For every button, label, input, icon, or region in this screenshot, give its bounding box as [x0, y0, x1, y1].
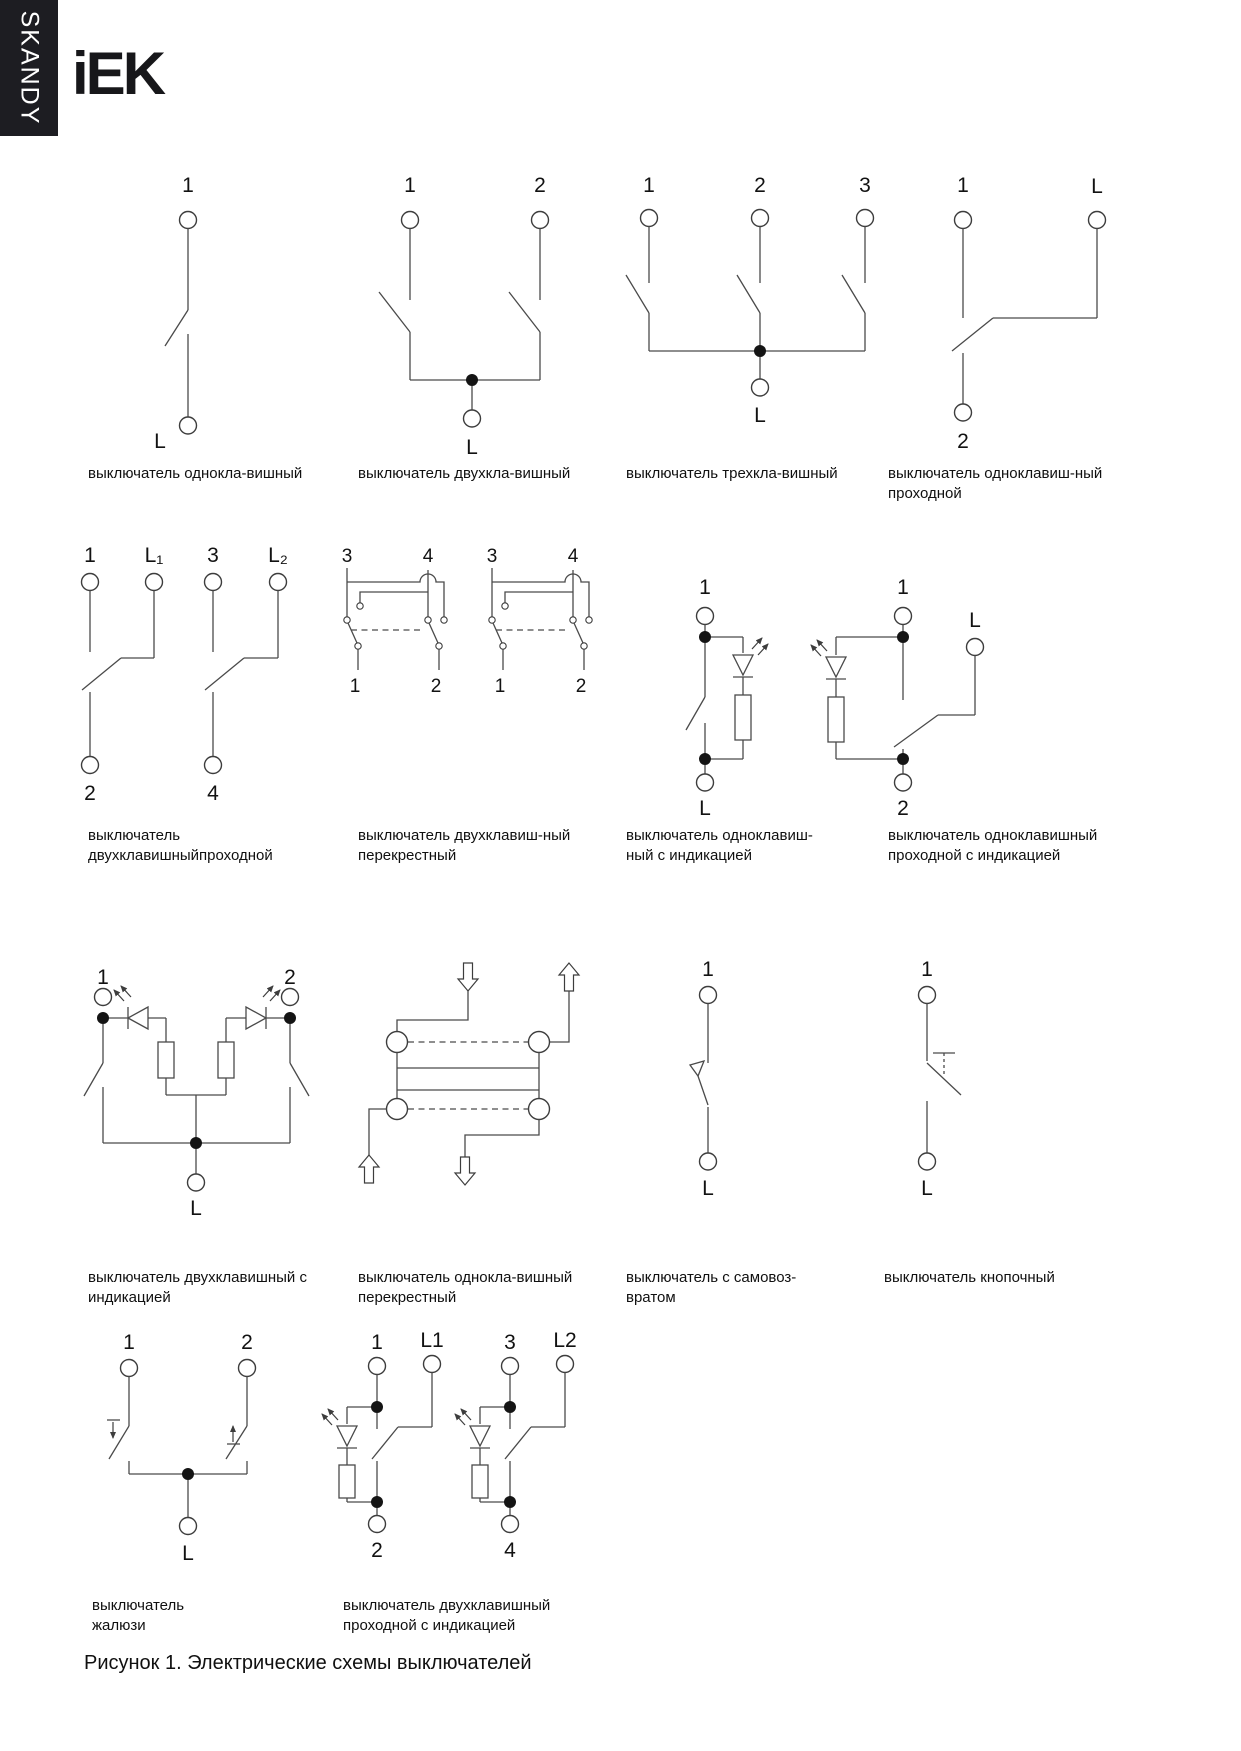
terminal-label: 3 — [207, 544, 219, 567]
terminal-label: L — [182, 1542, 194, 1565]
resistor — [828, 697, 844, 742]
intermediate-unit-1 — [342, 546, 447, 697]
switch-contact — [82, 658, 121, 690]
terminal-label: 2 — [241, 1331, 253, 1354]
schematic-single-gang-switch-indicator — [655, 575, 785, 820]
contact-node — [529, 1099, 550, 1120]
terminal-label: 4 — [422, 546, 434, 567]
junction-dot — [97, 1012, 109, 1024]
terminal-label: 1 — [643, 174, 655, 197]
junction-dot — [754, 345, 766, 357]
switch-contact — [372, 1427, 398, 1459]
resistor — [472, 1465, 488, 1498]
junction-dot — [699, 631, 711, 643]
led-icon — [109, 986, 148, 1029]
caption-d11: выключатель с самовоз- вратом — [626, 1269, 797, 1306]
junction-dot — [190, 1137, 202, 1149]
unit-2 — [455, 1329, 577, 1562]
junction-dot — [466, 374, 478, 386]
resistor — [735, 695, 751, 740]
terminal — [180, 212, 197, 229]
caption-d8: выключатель одноклавишный проходной с индикацией — [888, 827, 1098, 864]
switch-contact — [505, 1427, 531, 1459]
junction-dot — [897, 753, 909, 765]
switch-contact — [509, 292, 540, 332]
junction-dot — [897, 631, 909, 643]
series-label: SKANDY — [15, 10, 44, 126]
unit-1 — [322, 1329, 444, 1562]
schematic-two-gang-two-way-switch — [75, 540, 290, 815]
junction-dot — [504, 1401, 516, 1413]
terminal-label: 2 — [371, 1539, 383, 1562]
terminal — [180, 417, 197, 434]
switch-contact — [737, 275, 760, 313]
terminal-label: 1 — [371, 1331, 383, 1354]
terminal-label: 3 — [486, 546, 498, 567]
resistor — [218, 1042, 234, 1078]
caption-d10: выключатель однокла-вишный перекрестный — [358, 1269, 573, 1306]
up-arrow-icon — [559, 963, 579, 991]
terminal-label: L — [921, 1177, 933, 1200]
resistor — [158, 1042, 174, 1078]
terminal-label: 2 — [430, 676, 442, 697]
terminal-label: L — [190, 1197, 202, 1220]
schematic-two-way-switch-indicator — [810, 575, 1025, 820]
push-button-actuator — [933, 1053, 955, 1077]
terminal-label: 1 — [957, 174, 969, 197]
down-arrow-icon — [458, 963, 478, 991]
caption-d9: выключатель двухклавишный с индикацией — [88, 1269, 307, 1306]
terminal-label: 4 — [504, 1539, 516, 1562]
switch-contact — [842, 275, 865, 313]
terminal-label: 4 — [207, 782, 219, 805]
terminal-label: 1 — [123, 1331, 135, 1354]
terminal-label: 1 — [702, 958, 714, 981]
terminal-label: L₂ — [268, 544, 288, 567]
contact-node — [387, 1099, 408, 1120]
switch-contact — [686, 697, 705, 730]
schematic-two-gang-switch-indicator — [80, 963, 320, 1223]
led-icon — [811, 640, 846, 679]
terminal-label: 1 — [349, 676, 361, 697]
down-arrow-icon — [455, 1157, 475, 1185]
terminal-label: L — [154, 430, 166, 453]
switch-contact — [952, 318, 993, 351]
switch-contact — [290, 1063, 309, 1096]
schematic-intermediate-switch — [345, 955, 590, 1195]
terminal-label: 2 — [957, 430, 969, 453]
schematic-single-gang-two-way-switch — [930, 170, 1140, 480]
contact-node — [529, 1032, 550, 1053]
intermediate-unit-2 — [487, 546, 592, 697]
schematic-three-gang-switch — [600, 170, 900, 440]
contact-node — [387, 1032, 408, 1053]
self-return-symbol — [690, 1061, 704, 1076]
junction-dot — [284, 1012, 296, 1024]
terminal-label: L — [702, 1177, 714, 1200]
switch-contact — [226, 1426, 247, 1459]
terminal-label: L — [754, 404, 766, 427]
switch-contact — [165, 310, 188, 346]
schematic-two-gang-two-way-indicator — [320, 1328, 605, 1578]
caption-d2: выключатель двухкла-вишный — [358, 465, 571, 482]
caption-d13: выключатель жалюзи — [92, 1597, 185, 1634]
led-icon — [455, 1409, 490, 1448]
terminal-label: 2 — [575, 676, 587, 697]
schematic-blind-switch — [95, 1328, 280, 1578]
schematic-self-return-switch — [650, 955, 770, 1200]
terminal-label: 1 — [182, 174, 194, 197]
terminal-label: 1 — [897, 576, 909, 599]
terminal-label: 1 — [97, 966, 109, 989]
series-banner — [0, 0, 58, 136]
junction-dot — [371, 1401, 383, 1413]
down-direction-icon — [107, 1420, 120, 1438]
terminal-label: 1 — [921, 958, 933, 981]
terminal-label: 2 — [897, 797, 909, 820]
terminal-label: 3 — [859, 174, 871, 197]
terminal-label: L — [1091, 175, 1103, 198]
resistor — [339, 1465, 355, 1498]
junction-dot — [699, 753, 711, 765]
terminal-label: 2 — [84, 782, 96, 805]
terminal-label: 1 — [84, 544, 96, 567]
junction-dot — [504, 1496, 516, 1508]
switch-contact — [379, 292, 410, 332]
switch-contact — [205, 658, 244, 690]
caption-d12: выключатель кнопочный — [884, 1269, 1055, 1286]
caption-d6: выключатель двухклавиш-ный перекрестный — [358, 827, 571, 864]
caption-d7: выключатель одноклавиш- ный с индикацией — [626, 827, 813, 864]
junction-dot — [371, 1496, 383, 1508]
schematic-two-gang-intermediate-switch — [330, 540, 592, 705]
terminal-label: 4 — [567, 546, 579, 567]
caption-d1: выключатель однокла-вишный — [88, 465, 303, 482]
led-icon — [246, 986, 284, 1029]
terminal-label: 2 — [534, 174, 546, 197]
terminal-label: L — [466, 436, 478, 459]
terminal-label: 2 — [284, 966, 296, 989]
figure-caption: Рисунок 1. Электрические схемы выключателей — [84, 1652, 532, 1674]
junction-dot — [182, 1468, 194, 1480]
terminal-label: L1 — [420, 1329, 444, 1352]
switch-contact — [894, 715, 938, 747]
switch-contact — [698, 1076, 708, 1105]
terminal-label: 3 — [504, 1331, 516, 1354]
schematic-single-gang-switch — [130, 170, 250, 470]
terminal-label: 1 — [699, 576, 711, 599]
terminal-label: 1 — [404, 174, 416, 197]
led-icon — [322, 1409, 357, 1448]
terminal-label: 3 — [341, 546, 353, 567]
caption-d4: выключатель одноклавиш-ный проходной — [888, 465, 1103, 502]
terminal-label: L — [969, 609, 981, 632]
caption-d5: выключатель двухклавишныйпроходной — [88, 827, 273, 864]
led-icon — [733, 638, 768, 677]
iek-logo: iEK — [72, 40, 164, 107]
caption-d3: выключатель трехкла-вишный — [626, 465, 838, 482]
terminal-label: L2 — [553, 1329, 577, 1352]
caption-d14: выключатель двухклавишный проходной с индикацией — [343, 1597, 551, 1634]
up-arrow-icon — [359, 1155, 379, 1183]
terminal-label: 1 — [494, 676, 506, 697]
schematic-push-button-switch — [870, 955, 1005, 1200]
schematic-two-gang-switch — [370, 170, 580, 470]
terminal-label: L₁ — [144, 544, 164, 567]
terminal-label: 2 — [754, 174, 766, 197]
switch-contact — [626, 275, 649, 313]
switch-contact — [84, 1063, 103, 1096]
terminal-label: L — [699, 797, 711, 820]
switch-contact — [109, 1426, 129, 1459]
up-direction-icon — [227, 1426, 240, 1444]
